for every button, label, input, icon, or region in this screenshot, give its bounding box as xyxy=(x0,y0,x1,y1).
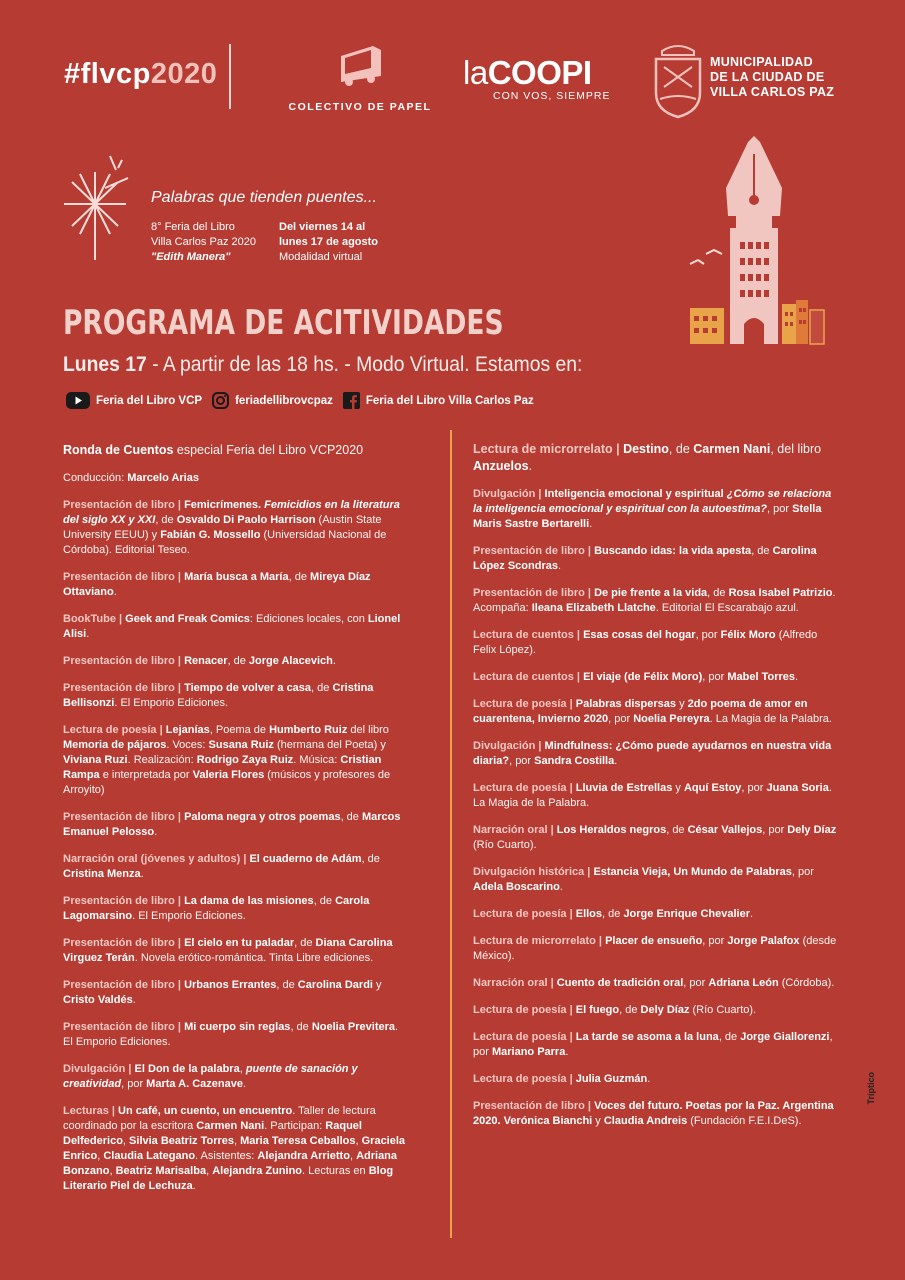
item-category: Narración oral | xyxy=(473,824,557,836)
item-text: Graciela Enrico xyxy=(63,1135,406,1162)
item-text: . xyxy=(557,560,562,572)
program-item xyxy=(63,498,406,558)
item-text: Dely Díaz xyxy=(640,1004,690,1016)
item-category: Presentación de libro | xyxy=(63,499,185,511)
item-text: , por xyxy=(121,1078,147,1090)
item-text: puente de sanación y creatividad xyxy=(63,1063,358,1090)
item-text: y xyxy=(672,782,684,794)
item-text: . La Magia de la Palabra. xyxy=(473,782,832,809)
item-text: , por xyxy=(702,935,728,947)
item-category: Lectura de microrrelato | xyxy=(473,442,624,456)
cdp-label: COLECTIVO DE PAPEL xyxy=(288,101,432,113)
program-item xyxy=(473,441,838,475)
item-text: Adriana Bonzano xyxy=(63,1150,398,1177)
social-links xyxy=(66,392,544,409)
item-text: y xyxy=(372,979,382,991)
item-text: del libro xyxy=(347,724,389,736)
item-text: , xyxy=(109,1165,116,1177)
item-text: Julia Guzmán xyxy=(575,1073,648,1085)
program-item xyxy=(63,810,406,840)
item-category: Lecturas | xyxy=(63,1105,119,1117)
item-text: , por xyxy=(702,671,728,683)
program-item xyxy=(473,976,838,991)
item-text: Jorge Giallorenzi xyxy=(740,1031,830,1043)
item-text: . Acompaña: xyxy=(473,587,836,614)
program-column-right xyxy=(473,441,838,1141)
item-text: : Ediciones locales, con xyxy=(249,613,368,625)
program-item xyxy=(473,739,838,769)
item-text: De pie frente a la vida xyxy=(594,587,708,599)
item-text: Claudia Andreis xyxy=(603,1115,688,1127)
item-category: Divulgación | xyxy=(473,488,545,500)
item-text: Rosa Isabel Patrizio xyxy=(728,587,833,599)
item-text: Femicrímenes. xyxy=(184,499,265,511)
item-text: Aquí Estoy xyxy=(683,782,742,794)
item-text: Cuento de tradición oral xyxy=(556,977,684,989)
item-text: Paloma negra y otros poemas xyxy=(184,811,341,823)
instagram-icon xyxy=(212,392,229,409)
program-item xyxy=(63,1104,406,1194)
item-text: y xyxy=(592,1115,604,1127)
item-category: BookTube | xyxy=(63,613,126,625)
coat-of-arms-icon xyxy=(652,43,704,119)
item-text: . Participan: xyxy=(264,1120,326,1132)
item-text: El cielo en tu paladar xyxy=(184,937,295,949)
triptico-mark: Tríptico xyxy=(866,1072,876,1105)
item-category: Presentación de libro | xyxy=(63,937,185,949)
item-text: , del libro xyxy=(770,442,822,456)
item-text: , de xyxy=(288,571,311,583)
item-text: Diana Carolina Virguez Terán xyxy=(63,937,393,964)
item-text: . xyxy=(589,518,593,530)
program-item xyxy=(473,670,838,685)
item-text: Cristo Valdés xyxy=(63,994,133,1006)
item-text: , por xyxy=(791,866,814,878)
item-text: El viaje (de Félix Moro) xyxy=(583,671,703,683)
item-text: Carmen Nani xyxy=(693,442,771,456)
item-text: , de xyxy=(718,1031,741,1043)
item-text: Carolina López Scondras xyxy=(473,545,817,572)
program-item xyxy=(473,1099,838,1129)
item-text: , de xyxy=(340,811,362,823)
program-item xyxy=(473,1030,838,1060)
item-text: Silvia Beatriz Torres xyxy=(129,1135,234,1147)
item-text: . Música: xyxy=(293,754,341,766)
item-category: Presentación de libro | xyxy=(473,587,595,599)
muni-line-1: MUNICIPALIDAD xyxy=(710,55,813,69)
item-category: Presentación de libro | xyxy=(63,682,185,694)
item-text: . xyxy=(113,586,117,598)
program-item xyxy=(473,823,838,853)
item-text: Un café, un cuento, un encuentro xyxy=(118,1105,293,1117)
item-text: Valeria Flores xyxy=(192,769,265,781)
item-text: (Río Cuarto). xyxy=(689,1004,757,1016)
program-item xyxy=(63,681,406,711)
item-text: , xyxy=(234,1135,241,1147)
item-text: Estancia Vieja, Un Mundo de Palabras xyxy=(593,866,792,878)
item-text: , de xyxy=(294,937,316,949)
item-text: . xyxy=(749,908,754,920)
item-text: El fuego xyxy=(575,1004,620,1016)
item-text: La tarde se asoma a la luna xyxy=(575,1031,719,1043)
item-text: . xyxy=(140,868,144,880)
item-text: (Alfredo Felix López). xyxy=(473,629,818,656)
program-item xyxy=(63,442,406,459)
item-category: Lectura de cuentos | xyxy=(473,671,584,683)
item-text: El cuaderno de Adám xyxy=(249,853,362,865)
item-text: Sandra Costilla xyxy=(534,755,615,767)
item-text: , de xyxy=(276,979,298,991)
program-item xyxy=(63,654,406,669)
item-text: especial Feria del Libro VCP2020 xyxy=(173,443,364,457)
item-text: , xyxy=(122,1135,130,1147)
item-text: Urbanos Errantes xyxy=(184,979,277,991)
item-text: Carola Lagomarsino xyxy=(63,895,370,922)
event-tagline: Palabras que tienden puentes... xyxy=(151,189,377,206)
program-item xyxy=(473,697,838,727)
item-text: Destino xyxy=(623,442,669,456)
item-text: Conducción: xyxy=(63,472,128,484)
program-item xyxy=(473,544,838,574)
item-text: , por xyxy=(767,503,793,515)
item-text: María busca a María xyxy=(184,571,289,583)
item-text: . Realización: xyxy=(127,754,197,766)
item-text: , de xyxy=(619,1004,641,1016)
program-item xyxy=(63,723,406,798)
item-text: Lionel Alisi xyxy=(63,613,401,640)
item-text: . xyxy=(332,655,336,667)
item-text: , por xyxy=(762,824,788,836)
item-text: Mi cuerpo sin reglas xyxy=(184,1021,291,1033)
item-text: , de xyxy=(666,824,688,836)
item-text: . Editorial El Escarabajo azul. xyxy=(655,602,799,614)
event-dates: Del viernes 14 al lunes 17 de agosto Modalidad virtual xyxy=(279,221,379,263)
item-text: Mindfulness: ¿Cómo puede ayudarnos en nuestra vida diaria? xyxy=(473,740,832,767)
item-text: Ronda de Cuentos xyxy=(63,443,174,457)
item-text: ¿Cómo se relaciona la inteligencia emocional y espiritual con la autoestima? xyxy=(473,488,832,515)
item-text: , Poema de xyxy=(209,724,270,736)
item-text: (Fundación F.E.I.DeS). xyxy=(687,1115,802,1127)
item-text: Noelia Pereyra xyxy=(633,713,710,725)
program-item xyxy=(473,907,838,922)
item-text: Rodrigo Zaya Ruiz xyxy=(196,754,294,766)
item-text: Jorge Enrique Chevalier xyxy=(623,908,750,920)
item-text: . xyxy=(132,994,136,1006)
starburst-icon xyxy=(60,152,130,262)
program-column-left xyxy=(63,442,406,1206)
item-text: , de xyxy=(602,908,624,920)
hashtag-logo: #flvcp2020 xyxy=(64,58,218,90)
item-text: Raquel Delfederico xyxy=(63,1120,362,1147)
item-text: , por xyxy=(473,1031,833,1058)
social-instagram[interactable]: feriadellibrovcpaz xyxy=(212,392,333,409)
program-item xyxy=(63,1020,406,1050)
muni-line-3: VILLA CARLOS PAZ xyxy=(710,85,835,99)
item-category: Divulgación | xyxy=(63,1063,135,1075)
item-category: Divulgación histórica | xyxy=(473,866,594,878)
item-text: . xyxy=(559,881,563,893)
column-divider xyxy=(450,430,452,1238)
item-category: Presentación de libro | xyxy=(63,655,185,667)
item-text: , de xyxy=(361,853,380,865)
program-item xyxy=(473,487,838,532)
item-text: Esas cosas del hogar xyxy=(583,629,696,641)
item-text: . El Emporio Ediciones. xyxy=(63,1021,399,1048)
item-text: Noelia Previtera xyxy=(311,1021,395,1033)
item-text: . xyxy=(86,628,90,640)
item-text: . xyxy=(192,1180,196,1192)
program-item xyxy=(473,1003,838,1018)
item-text: Cristian Rampa xyxy=(63,754,382,781)
item-text: (hermana del Poeta) y xyxy=(273,739,386,751)
program-item xyxy=(473,1072,838,1087)
item-text: Maria Teresa Ceballos xyxy=(240,1135,356,1147)
item-text: (músicos y profesores de Arroyito) xyxy=(63,769,391,796)
youtube-icon xyxy=(66,392,90,409)
item-text: Osvaldo Di Paolo Harrison xyxy=(176,514,316,526)
item-text: Palabras dispersas xyxy=(575,698,677,710)
item-category: Narración oral | xyxy=(473,977,557,989)
logo-divider xyxy=(229,44,231,109)
item-text: , xyxy=(355,1135,362,1147)
item-text: Félix Moro xyxy=(720,629,776,641)
item-text: , por xyxy=(509,755,535,767)
item-text: Adela Boscarino xyxy=(473,881,560,893)
item-text: . xyxy=(647,1073,651,1085)
program-item xyxy=(63,894,406,924)
item-text: Femicidios en la literatura del siglo XX y XXI xyxy=(63,499,400,526)
page-title: PROGRAMA DE ACITIVIDADES xyxy=(63,303,504,343)
item-text: . xyxy=(614,755,618,767)
program-item xyxy=(63,612,406,642)
item-text: Beatriz Marisalba xyxy=(115,1165,207,1177)
item-text: Placer de ensueño xyxy=(605,935,703,947)
program-item xyxy=(63,570,406,600)
item-text: , por xyxy=(695,629,721,641)
program-item xyxy=(473,865,838,895)
item-text: Carolina Dardi xyxy=(297,979,373,991)
item-text: , de xyxy=(227,655,249,667)
item-category: Presentación de libro | xyxy=(63,811,185,823)
item-category: Lectura de poesía | xyxy=(63,724,166,736)
item-text: Los Heraldos negros xyxy=(556,824,667,836)
item-text: Cristina Bellisonzi xyxy=(63,682,374,709)
program-item xyxy=(63,1062,406,1092)
item-text: Lejanías xyxy=(165,724,210,736)
item-text: Juana Soria xyxy=(766,782,829,794)
item-text: Tiempo de volver a casa xyxy=(184,682,312,694)
lacoopi-logo: laCOOPI CON VOS, SIEMPRE xyxy=(463,56,613,102)
municipalidad-logo xyxy=(652,43,835,119)
item-text: . Lecturas en xyxy=(302,1165,369,1177)
item-text: Cristina Menza xyxy=(63,868,141,880)
item-text: Lluvia de Estrellas xyxy=(575,782,673,794)
item-text: . El Emporio Ediciones. xyxy=(132,910,246,922)
item-text: , xyxy=(239,1063,246,1075)
item-text: Buscando idas: la vida apesta xyxy=(594,545,752,557)
item-category: Narración oral (jóvenes y adultos) | xyxy=(63,853,250,865)
program-item xyxy=(63,852,406,882)
item-text: Ellos xyxy=(575,908,603,920)
item-text: Renacer xyxy=(184,655,228,667)
item-category: Presentación de libro | xyxy=(63,571,185,583)
item-text: . Taller de lectura coordinado por la escritora xyxy=(63,1105,376,1132)
item-text: Alejandra Arrietto xyxy=(257,1150,350,1162)
item-text: , de xyxy=(155,514,177,526)
item-text: . xyxy=(242,1078,247,1090)
item-category: Lectura de poesía | xyxy=(473,908,576,920)
pen-tower-illustration xyxy=(684,136,840,346)
item-text: Alejandra Zunino xyxy=(212,1165,303,1177)
item-text: La dama de las misiones xyxy=(184,895,314,907)
item-category: Lectura de poesía | xyxy=(473,1004,576,1016)
item-text: Claudia Lategano xyxy=(103,1150,196,1162)
item-text: Carmen Nani xyxy=(196,1120,265,1132)
item-text: , de xyxy=(290,1021,312,1033)
item-text: (Universidad Nacional de Córdoba). Editorial Teseo. xyxy=(63,529,387,556)
item-category: Lectura de poesía | xyxy=(473,782,576,794)
item-text: y xyxy=(676,698,688,710)
item-text: Inteligencia emocional y espiritual xyxy=(544,488,727,500)
item-text: Fabián G. Mossello xyxy=(160,529,261,541)
item-text: (Austin State University EEUU) y xyxy=(63,514,382,541)
coopi-slogan: CON VOS, SIEMPRE xyxy=(493,90,611,102)
item-text: Marcelo Arias xyxy=(127,472,199,484)
item-text: 2do poema de amor en cuarentena, Invierno 2020 xyxy=(473,698,808,725)
item-text: , xyxy=(206,1165,213,1177)
item-text: , xyxy=(97,1150,104,1162)
muni-line-2: DE LA CIUDAD DE xyxy=(710,70,825,84)
item-text: Jorge Alacevich xyxy=(248,655,333,667)
program-item xyxy=(63,471,406,486)
item-text: Jorge Palafox xyxy=(727,935,800,947)
item-category: Presentación de libro | xyxy=(473,545,595,557)
bus-icon xyxy=(333,42,387,88)
item-text: Mabel Torres xyxy=(727,671,795,683)
item-text: Marta A. Cazenave xyxy=(146,1078,243,1090)
item-text: Mariano Parra xyxy=(491,1046,566,1058)
program-item xyxy=(473,586,838,616)
item-category: Presentación de libro | xyxy=(473,1100,595,1112)
item-text: . Asistentes: xyxy=(195,1150,258,1162)
item-category: Divulgación | xyxy=(473,740,545,752)
item-text: . xyxy=(154,826,158,838)
item-text: . xyxy=(795,671,799,683)
item-category: Presentación de libro | xyxy=(63,895,185,907)
item-text: . El Emporio Ediciones. xyxy=(114,697,229,709)
social-facebook[interactable]: Feria del Libro Villa Carlos Paz xyxy=(343,392,534,409)
item-text: Humberto Ruiz xyxy=(269,724,348,736)
item-text: Marcos Emanuel Pelosso xyxy=(63,811,401,838)
item-category: Lectura de cuentos | xyxy=(473,629,584,641)
item-category: Lectura de poesía | xyxy=(473,1031,576,1043)
item-text: (Córdoba). xyxy=(778,977,835,989)
item-text: Dely Díaz xyxy=(787,824,837,836)
item-text: Ileana Elizabeth Llatche xyxy=(531,602,656,614)
item-text: Geek and Freak Comics xyxy=(125,613,250,625)
social-youtube[interactable]: Feria del Libro VCP xyxy=(66,392,202,409)
item-text: e interpretada por xyxy=(99,769,193,781)
item-text: . Voces: xyxy=(166,739,209,751)
item-text: , por xyxy=(683,977,709,989)
item-text: Blog Literario Piel de Lechuza xyxy=(63,1165,394,1192)
item-text: . xyxy=(528,459,533,473)
item-text: Susana Ruiz xyxy=(208,739,274,751)
item-text: Voces del futuro. Poetas por la Paz. Argentina 2020. Verónica Bianchi xyxy=(473,1100,834,1127)
item-text: , de xyxy=(313,895,336,907)
page-subtitle: Lunes 17 - A partir de las 18 hs. - Modo Virtual. Estamos en: xyxy=(63,353,583,376)
item-category: Lectura de poesía | xyxy=(473,1073,576,1085)
event-edition: 8° Feria del Libro Villa Carlos Paz 2020 "Edith Manera" xyxy=(151,221,256,263)
item-text: César Vallejos xyxy=(687,824,763,836)
item-text: Anzuelos xyxy=(473,459,529,473)
item-text: . Novela erótico-romántica. Tinta Libre ediciones. xyxy=(134,952,374,964)
item-text: Viviana Ruzi xyxy=(63,754,128,766)
item-text: , xyxy=(349,1150,357,1162)
facebook-icon xyxy=(343,392,360,409)
item-text: . La Magia de la Palabra. xyxy=(709,713,832,725)
item-text: Adriana León xyxy=(708,977,779,989)
colectivo-de-papel-logo xyxy=(280,42,440,113)
item-text: Memoria de pájaros xyxy=(63,739,167,751)
item-text: , de xyxy=(751,545,773,557)
item-text: , por xyxy=(608,713,634,725)
program-item xyxy=(473,628,838,658)
item-text: . xyxy=(565,1046,569,1058)
item-text: Mireya Díaz Ottaviano xyxy=(63,571,371,598)
item-category: Presentación de libro | xyxy=(63,979,185,991)
program-item xyxy=(63,936,406,966)
item-text: El Don de la palabra xyxy=(134,1063,240,1075)
item-category: Presentación de libro | xyxy=(63,1021,185,1033)
item-text: , de xyxy=(311,682,333,694)
item-text: , de xyxy=(668,442,694,456)
item-category: Lectura de poesía | xyxy=(473,698,576,710)
program-item xyxy=(473,781,838,811)
item-text: Stella Maris Sastre Bertarelli xyxy=(473,503,822,530)
item-text: (desde México). xyxy=(473,935,837,962)
item-text: , de xyxy=(707,587,729,599)
item-text: (Río Cuarto). xyxy=(473,839,537,851)
item-text: , por xyxy=(741,782,767,794)
item-category: Lectura de microrrelato | xyxy=(473,935,606,947)
program-item xyxy=(473,934,838,964)
program-item xyxy=(63,978,406,1008)
